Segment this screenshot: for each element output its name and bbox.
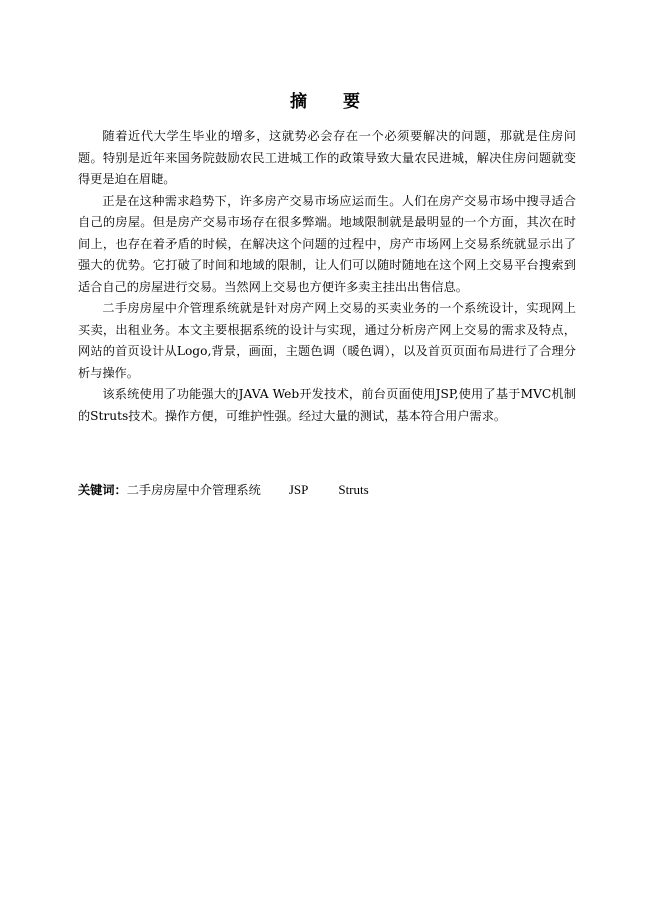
abstract-title (0, 92, 650, 112)
abstract-title-char-1: 摘 (290, 92, 307, 112)
keywords-line (78, 480, 576, 500)
abstract-paragraph-1: 随着近代大学生毕业的增多，这就势必会存在一个必须要解决的问题，那就是住房问题。特别是近年来国务院鼓励农民工进城工作的政策导致大量农民进城，解决住房问题就变得更是迫在眉睫。 (78, 129, 576, 186)
abstract-paragraph-2: 正是在这种需求趋势下，许多房产交易市场应运而生。人们在房产交易市场中搜寻适合自己的房屋。但是房产交易市场存在很多弊端。地域限制就是最明显的一个方面，其次在时间上，也存在着矛盾的时候，在解决这个问题的过程中，房产市场网上交易系统就显示出了强大的优势。它打破了时间和地域的限制，让人们可以随时随地在这个网上交易平台搜索到适合自己的房屋进行交易。当然网上交易也方便许多卖主挂出出售信息。 (78, 193, 576, 294)
abstract-body (78, 126, 576, 427)
keyword-item: JSP (288, 482, 309, 497)
abstract-paragraph-3: 二手房房屋中介管理系统就是针对房产网上交易的买卖业务的一个系统设计，实现网上买卖，出租业务。本文主要根据系统的设计与实现，通过分析房产网上交易的需求及特点，网站的首页设计从Logo,背景，画面，主题色调（暖色调），以及首页页面布局进行了合理分析与操作。 (78, 301, 576, 380)
keyword-item: Struts (338, 482, 369, 497)
keyword-item: 二手房房屋中介管理系统 (126, 483, 261, 497)
keywords-label: 关键词： (78, 483, 127, 497)
abstract-title-char-2: 要 (343, 92, 360, 112)
abstract-paragraph-4: 该系统使用了功能强大的JAVA Web开发技术，前台页面使用JSP,使用了基于MVC机制的Struts技术。操作方便，可维护性强。经过大量的测试，基本符合用户需求。 (78, 387, 576, 423)
